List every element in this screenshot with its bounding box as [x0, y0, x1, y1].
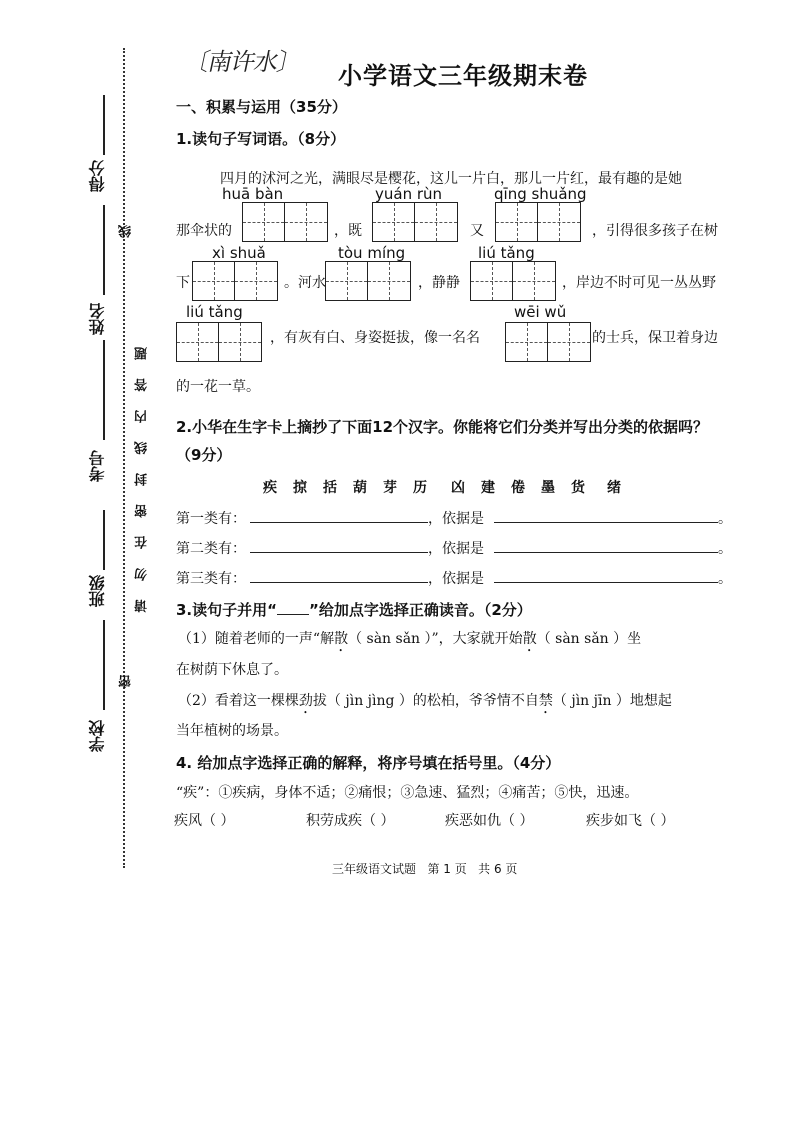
- q2-row3-basis-blank[interactable]: [494, 582, 718, 583]
- seal-text-top: 线: [119, 225, 134, 238]
- q4-item-3[interactable]: 疾恶如仇（ ）: [445, 813, 534, 829]
- q3-s1-dotted-2: 散: [522, 631, 537, 647]
- q1-answer-box-3[interactable]: [495, 202, 581, 242]
- q1-pinyin-7: liú tǎng: [186, 303, 243, 321]
- q2-row2-basis-blank[interactable]: [494, 552, 718, 553]
- q4-item-4[interactable]: 疾步如飞（ ）: [586, 813, 675, 829]
- q1-line2-c: 又: [470, 223, 484, 239]
- q1-answer-box-6[interactable]: [470, 261, 556, 301]
- q1-pinyin-3: qīng shuǎng: [494, 185, 587, 203]
- q4-item-2[interactable]: 积劳成疾（ ）: [306, 813, 395, 829]
- q3-s1-a: （1）随着老师的一声“解: [178, 631, 335, 647]
- q2-row2-basis: ，依据是: [428, 541, 484, 557]
- q2-char: 货: [571, 480, 585, 496]
- q3-s1-dotted-1: 散: [334, 631, 349, 647]
- q2-row2-end: 。: [718, 541, 732, 557]
- q3-s2-a: （2）看着这一棵棵: [178, 693, 299, 709]
- q1-line5: 的一花一草。: [176, 379, 260, 395]
- q2-row1-end: 。: [718, 511, 732, 527]
- q3-sentence-2-line2: 当年植树的场景。: [176, 723, 288, 739]
- q2-char: 建: [481, 480, 495, 496]
- q4-title: 4. 给加点字选择正确的解释，将序号填在括号里。（4分）: [176, 754, 561, 772]
- side-blank-name: [103, 205, 105, 295]
- side-blank-class: [103, 510, 105, 570]
- q2-char: 绪: [607, 480, 621, 496]
- q2-row1-category-blank[interactable]: [250, 522, 428, 523]
- q3-s1-c[interactable]: （ sàn sǎn ）坐: [536, 631, 642, 647]
- q2-char: 芽: [383, 480, 397, 496]
- q1-line2-a: 那伞状的: [176, 223, 232, 239]
- q3-s2-b[interactable]: 拔（ jìn jìng ）的松柏，爷爷情不自: [312, 693, 539, 709]
- q2-char: 凶: [451, 480, 465, 496]
- side-label-exam-number: 考号: [88, 450, 107, 482]
- q2-row3-label: 第三类有：: [176, 571, 246, 587]
- q2-character-list: [263, 477, 637, 497]
- q1-answer-box-8[interactable]: [505, 322, 591, 362]
- q2-char: 掠: [293, 480, 307, 496]
- q3-s2-dotted-1: 劲: [298, 693, 313, 709]
- q3-s2-c[interactable]: （ jìn jīn ）地想起: [552, 693, 672, 709]
- q1-line1: 四月的沭河之光，满眼尽是樱花，这儿一片白，那儿一片红，最有趣的是她: [220, 171, 682, 187]
- q3-sentence-2: [178, 690, 672, 717]
- q2-row2-label: 第二类有：: [176, 541, 246, 557]
- q3-sentence-1-line2: 在树荫下休息了。: [176, 662, 288, 678]
- q3-s1-b[interactable]: （ sàn sǎn ）”，大家就开始: [348, 631, 523, 647]
- q2-score: （9分）: [176, 446, 232, 464]
- side-label-class: 班级: [88, 575, 107, 607]
- side-label-score: 得分: [88, 160, 107, 192]
- section-heading: 一、积累与运用（35分）: [176, 98, 347, 116]
- q3-underline-sample: [277, 602, 309, 615]
- q4-definition: “疾”：①疾病，身体不适；②痛恨；③急速、猛烈；④痛苦；⑤快，迅速。: [176, 785, 639, 801]
- q1-line3-b: 。河水: [284, 275, 326, 291]
- side-blank-exam-number: [103, 340, 105, 440]
- q1-answer-box-2[interactable]: [372, 202, 458, 242]
- handwritten-note: 〔南许水〕: [182, 48, 304, 76]
- q2-char: 倦: [511, 480, 525, 496]
- q2-row3-basis: ，依据是: [428, 571, 484, 587]
- binding-dotted-line: [123, 48, 125, 868]
- q3-s2-dotted-2: 禁: [538, 693, 553, 709]
- side-label-school: 学校: [88, 720, 107, 752]
- seal-instruction: 请 勿 在 密 封 线 内 答 题: [135, 340, 150, 613]
- q1-answer-box-4[interactable]: [192, 261, 278, 301]
- q2-row1-label: 第一类有：: [176, 511, 246, 527]
- side-blank-school: [103, 620, 105, 710]
- page-title: 小学语文三年级期末卷: [338, 62, 588, 90]
- q1-line3-a: 下: [176, 275, 190, 291]
- q2-row1-basis: ，依据是: [428, 511, 484, 527]
- q1-pinyin-8: wēi wǔ: [514, 303, 567, 321]
- q1-line3-d: ，岸边不时可见一丛丛野: [562, 275, 716, 291]
- seal-text-bottom: 密: [119, 675, 134, 688]
- q2-char: 墨: [541, 480, 555, 496]
- q2-row3-category-blank[interactable]: [250, 582, 428, 583]
- q1-line3-c: ，静静: [418, 275, 460, 291]
- q3-title: [176, 599, 532, 620]
- side-label-name: 姓名: [88, 303, 107, 335]
- q4-item-1[interactable]: 疾风（ ）: [174, 813, 235, 829]
- q1-pinyin-4: xì shuǎ: [212, 244, 266, 262]
- q1-pinyin-5: tòu míng: [338, 244, 406, 262]
- q1-answer-box-5[interactable]: [325, 261, 411, 301]
- q1-line2-b: ，既: [334, 223, 362, 239]
- q1-pinyin-6: liú tǎng: [478, 244, 535, 262]
- q1-line4-c: 的士兵，保卫着身边: [592, 330, 718, 346]
- q1-answer-box-7[interactable]: [176, 322, 262, 362]
- page-footer: 三年级语文试题 第 1 页 共 6 页: [332, 862, 518, 876]
- q3-title-a: 3.读句子并用“: [176, 601, 277, 619]
- q3-sentence-1: [178, 628, 641, 655]
- q1-title: 1.读句子写词语。（8分）: [176, 130, 346, 148]
- q1-line2-d: ，引得很多孩子在树: [592, 223, 718, 239]
- q2-char: 葫: [353, 480, 367, 496]
- q1-line4-b: ，有灰有白、身姿挺拔，像一名名: [270, 330, 480, 346]
- q2-row2-category-blank[interactable]: [250, 552, 428, 553]
- q3-title-b: ”给加点字选择正确读音。（2分）: [309, 601, 532, 619]
- q2-row3-end: 。: [718, 571, 732, 587]
- q1-pinyin-1: huā bàn: [222, 185, 284, 203]
- q2-row1-basis-blank[interactable]: [494, 522, 718, 523]
- q2-char: 疾: [263, 480, 277, 496]
- q2-title: 2.小华在生字卡上摘抄了下面12个汉字。你能将它们分类并写出分类的依据吗？: [176, 418, 709, 436]
- q1-pinyin-2: yuán rùn: [375, 185, 443, 203]
- q2-char: 历: [413, 480, 427, 496]
- q2-char: 括: [323, 480, 337, 496]
- q1-answer-box-1[interactable]: [242, 202, 328, 242]
- side-blank-score: [103, 95, 105, 155]
